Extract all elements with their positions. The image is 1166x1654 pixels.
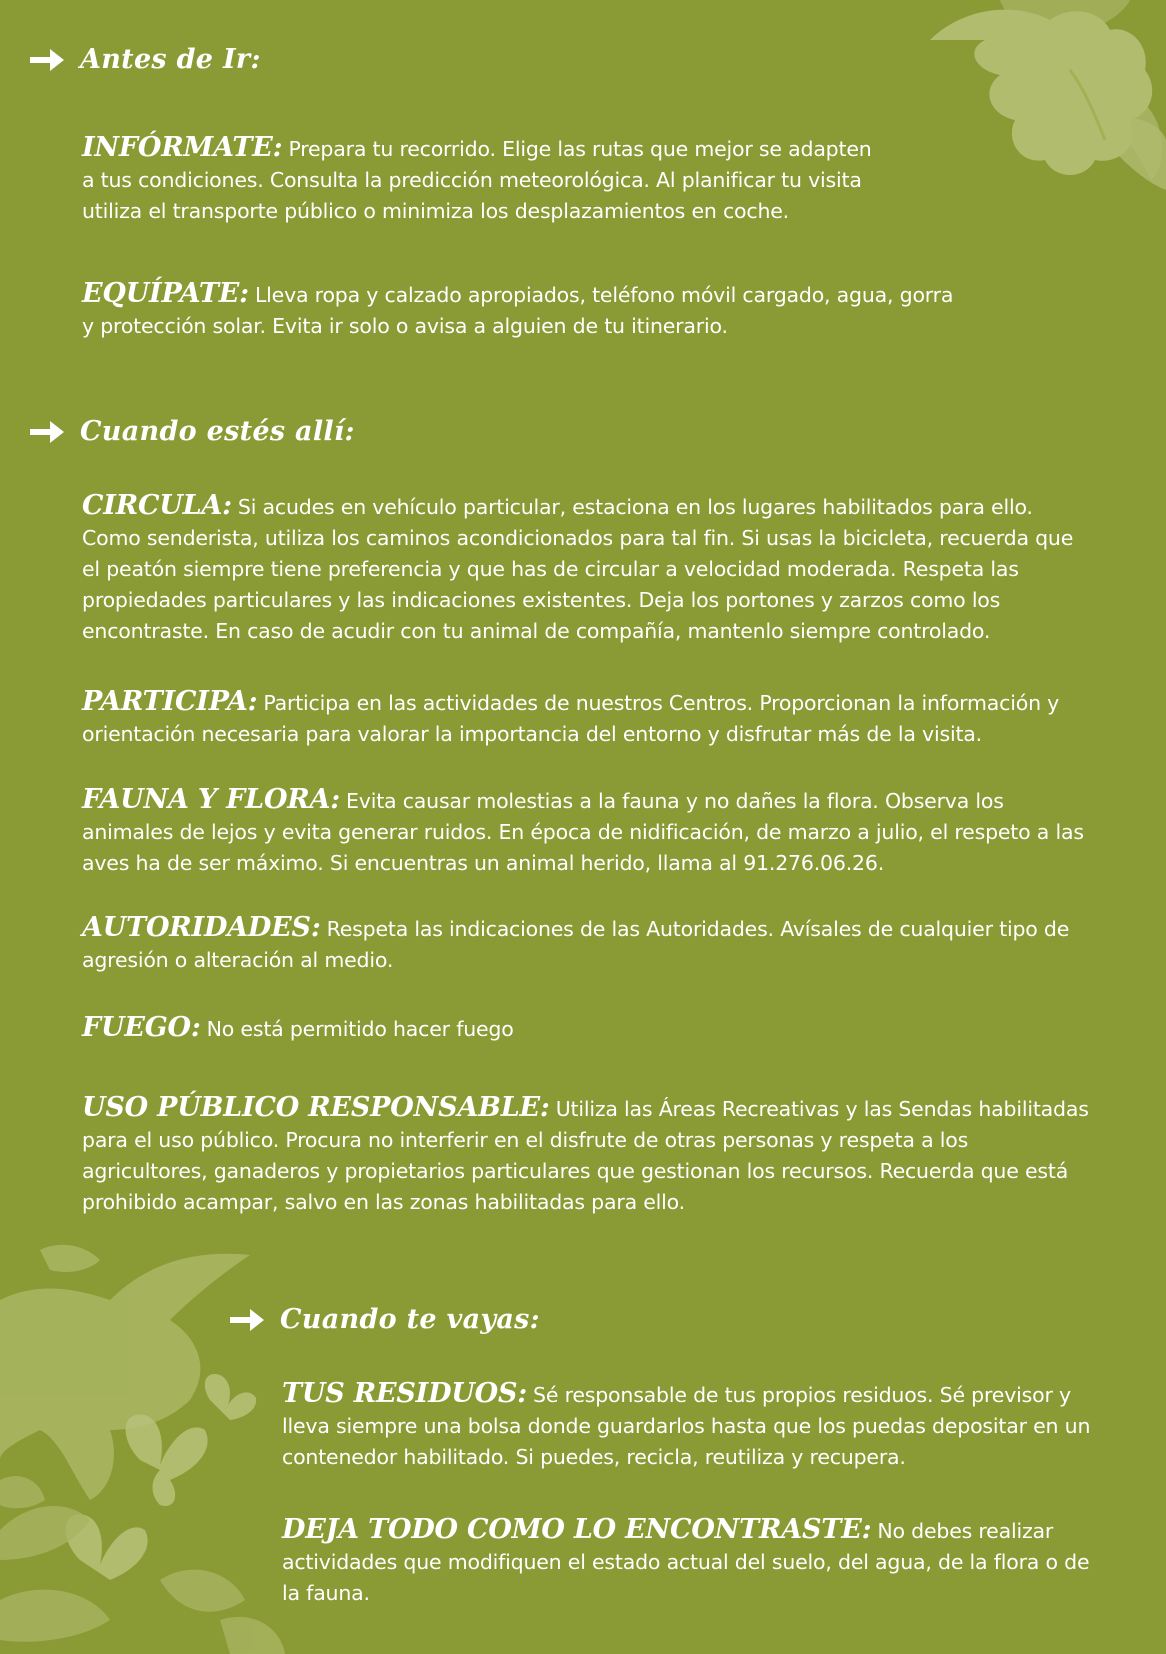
item-text: No está permitido hacer fuego xyxy=(206,1017,514,1041)
section-heading-text: Cuando te vayas: xyxy=(280,1304,540,1335)
item-text: Prepara tu recorrido. Elige las rutas que mejor se adapten a tus condiciones. Consulta la predicción meteorológica. Al planificar tu visita utiliza el transporte público o minimiza los desplazamientos en coche. xyxy=(82,137,872,223)
arrow-right-icon xyxy=(28,46,66,74)
section-heading-text: Cuando estés allí: xyxy=(80,416,355,447)
item-circula xyxy=(82,490,1082,647)
item-deja-todo xyxy=(282,1514,1092,1609)
oak-leaf-icon xyxy=(1070,70,1105,140)
section-heading-before xyxy=(28,44,261,75)
item-text: Utiliza las Áreas Recreativas y las Sendas habilitadas para el uso público. Procura no interferir en el disfrute de otras personas y respeta a los agricultores, ganaderos y propietarios particulares que gestionan los recursos. Recuerda que está prohibido acampar, salvo en las zonas habilitadas para ello. xyxy=(82,1097,1089,1214)
item-fuego xyxy=(82,1012,1092,1045)
item-term: EQUÍPATE: xyxy=(82,278,249,309)
item-text: Sé responsable de tus propios residuos. Sé previsor y lleva siempre una bolsa donde guardarlos hasta que los puedas depositar en un contenedor habilitado. Si puedes, recicla, reutiliza y recupera. xyxy=(282,1383,1091,1469)
arrow-right-icon xyxy=(28,418,66,446)
oak-leaf-icon xyxy=(930,0,1166,190)
item-fauna-flora xyxy=(82,784,1092,879)
item-text: Evita causar molestias a la fauna y no dañes la flora. Observa los animales de lejos y evita generar ruidos. En época de nidificación, de marzo a julio, el respeto a las aves ha de ser máximo. Si encuentras un animal herido, llama al 91.276.06.26. xyxy=(82,789,1084,875)
item-term: AUTORIDADES: xyxy=(82,912,321,943)
item-text: Si acudes en vehículo particular, estaciona en los lugares habilitados para ello. Como senderista, utiliza los caminos acondicionados para tal fin. Si usas la bicicleta, recuerda que el peatón siempre tiene preferencia y que has de circular a velocidad moderada. Respeta las propiedades particulares y las indicaciones existentes. Deja los portones y zarzos como los encontraste. En caso de acudir con tu animal de compañía, mantenlo siempre controlado. xyxy=(82,495,1074,643)
item-term: FUEGO: xyxy=(82,1012,201,1043)
item-term: FAUNA Y FLORA: xyxy=(82,784,341,815)
item-term: PARTICIPA: xyxy=(82,686,258,717)
section-heading-leaving xyxy=(228,1304,540,1335)
item-term: CIRCULA: xyxy=(82,490,232,521)
section-heading-there xyxy=(28,416,355,447)
item-uso-publico xyxy=(82,1092,1092,1218)
section-heading-text: Antes de Ir: xyxy=(80,44,261,75)
item-autoridades xyxy=(82,912,1092,976)
bird-silhouette-icon xyxy=(0,1245,250,1500)
item-term: USO PÚBLICO RESPONSABLE: xyxy=(82,1092,550,1123)
item-term: DEJA TODO COMO LO ENCONTRASTE: xyxy=(282,1514,872,1545)
item-text: Participa en las actividades de nuestros Centros. Proporcionan la información y orientación necesaria para valorar la importancia del entorno y disfrutar más de la visita. xyxy=(82,691,1060,746)
item-text: No debes realizar actividades que modifiquen el estado actual del suelo, del agua, de la flora o de la fauna. xyxy=(282,1519,1090,1605)
item-equipate xyxy=(82,278,962,342)
leaf-icon xyxy=(0,1476,285,1654)
item-text: Respeta las indicaciones de las Autoridades. Avísales de cualquier tipo de agresión o alteración al medio. xyxy=(82,917,1070,972)
item-text: Lleva ropa y calzado apropiados, teléfono móvil cargado, agua, gorra y protección solar. Evita ir solo o avisa a alguien de tu itinerario. xyxy=(82,283,954,338)
item-informate xyxy=(82,132,882,227)
item-participa xyxy=(82,686,1092,750)
item-residuos xyxy=(282,1378,1092,1473)
arrow-right-icon xyxy=(228,1306,266,1334)
butterfly-icon xyxy=(66,1374,257,1580)
item-term: INFÓRMATE: xyxy=(82,132,283,163)
item-term: TUS RESIDUOS: xyxy=(282,1378,528,1409)
